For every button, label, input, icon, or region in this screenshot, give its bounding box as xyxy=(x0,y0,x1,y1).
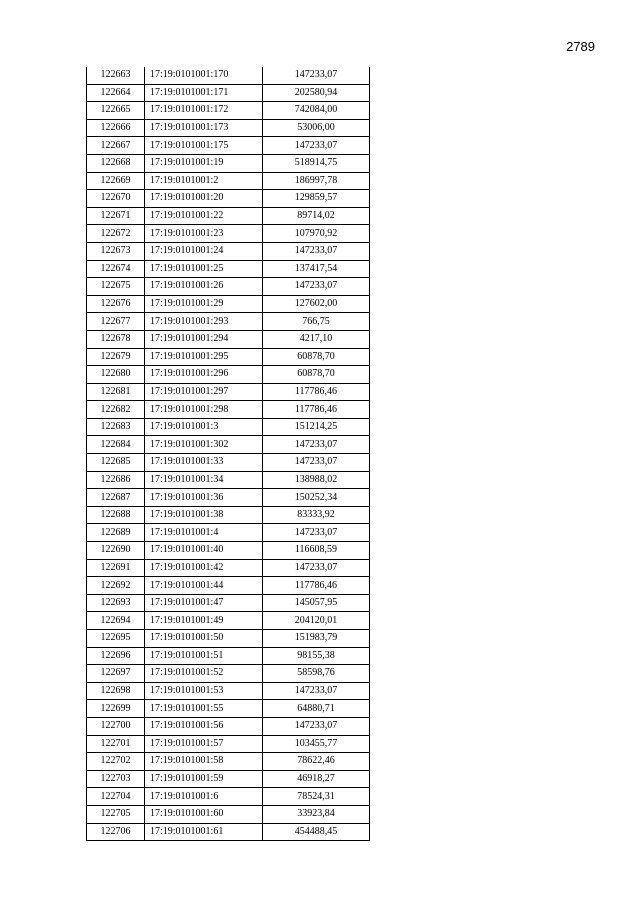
cadastral-value-cell: 4217,10 xyxy=(263,330,370,348)
table-row xyxy=(87,436,370,454)
table-row xyxy=(87,295,370,313)
cadastral-number-cell: 17:19:0101001:295 xyxy=(145,348,263,366)
table-row xyxy=(87,278,370,296)
cadastral-number-cell: 17:19:0101001:40 xyxy=(145,542,263,560)
cadastral-value-cell: 98155,38 xyxy=(263,647,370,665)
cadastral-number-cell: 17:19:0101001:29 xyxy=(145,295,263,313)
cadastral-value-cell: 138988,02 xyxy=(263,471,370,489)
table-row xyxy=(87,172,370,190)
cadastral-value-cell: 147233,07 xyxy=(263,436,370,454)
table-row xyxy=(87,471,370,489)
row-number-cell: 122699 xyxy=(87,700,145,718)
cadastral-value-cell: 107970,92 xyxy=(263,225,370,243)
row-number-cell: 122694 xyxy=(87,612,145,630)
row-number-cell: 122688 xyxy=(87,506,145,524)
table-row xyxy=(87,366,370,384)
row-number-cell: 122675 xyxy=(87,278,145,296)
cadastral-value-cell: 147233,07 xyxy=(263,717,370,735)
cadastral-value-cell: 766,75 xyxy=(263,313,370,331)
table-row xyxy=(87,788,370,806)
table-row xyxy=(87,154,370,172)
table-row xyxy=(87,313,370,331)
cadastral-number-cell: 17:19:0101001:6 xyxy=(145,788,263,806)
table-row xyxy=(87,524,370,542)
cadastral-number-cell: 17:19:0101001:51 xyxy=(145,647,263,665)
table-row xyxy=(87,190,370,208)
row-number-cell: 122685 xyxy=(87,454,145,472)
cadastral-number-cell: 17:19:0101001:24 xyxy=(145,242,263,260)
row-number-cell: 122669 xyxy=(87,172,145,190)
cadastral-number-cell: 17:19:0101001:20 xyxy=(145,190,263,208)
cadastral-value-cell: 117786,46 xyxy=(263,383,370,401)
row-number-cell: 122706 xyxy=(87,823,145,841)
table-row xyxy=(87,84,370,102)
cadastral-number-cell: 17:19:0101001:36 xyxy=(145,489,263,507)
cadastral-number-cell: 17:19:0101001:56 xyxy=(145,717,263,735)
cadastral-number-cell: 17:19:0101001:59 xyxy=(145,770,263,788)
cadastral-value-cell: 186997,78 xyxy=(263,172,370,190)
row-number-cell: 122697 xyxy=(87,665,145,683)
cadastral-value-cell: 518914,75 xyxy=(263,154,370,172)
table-row xyxy=(87,418,370,436)
row-number-cell: 122691 xyxy=(87,559,145,577)
table-row xyxy=(87,401,370,419)
row-number-cell: 122687 xyxy=(87,489,145,507)
cadastral-number-cell: 17:19:0101001:57 xyxy=(145,735,263,753)
cadastral-value-cell: 147233,07 xyxy=(263,454,370,472)
cadastral-value-cell: 454488,45 xyxy=(263,823,370,841)
cadastral-number-cell: 17:19:0101001:52 xyxy=(145,665,263,683)
cadastral-value-table xyxy=(86,67,370,841)
cadastral-number-cell: 17:19:0101001:23 xyxy=(145,225,263,243)
cadastral-value-cell: 58598,76 xyxy=(263,665,370,683)
row-number-cell: 122696 xyxy=(87,647,145,665)
table-row xyxy=(87,753,370,771)
table-row xyxy=(87,823,370,841)
cadastral-number-cell: 17:19:0101001:4 xyxy=(145,524,263,542)
table-row xyxy=(87,805,370,823)
table-row xyxy=(87,770,370,788)
table-row xyxy=(87,67,370,84)
table-row xyxy=(87,700,370,718)
row-number-cell: 122683 xyxy=(87,418,145,436)
cadastral-number-cell: 17:19:0101001:302 xyxy=(145,436,263,454)
cadastral-number-cell: 17:19:0101001:44 xyxy=(145,577,263,595)
table-row xyxy=(87,559,370,577)
cadastral-value-cell: 64880,71 xyxy=(263,700,370,718)
cadastral-number-cell: 17:19:0101001:294 xyxy=(145,330,263,348)
cadastral-value-cell: 147233,07 xyxy=(263,242,370,260)
cadastral-value-cell: 46918,27 xyxy=(263,770,370,788)
table-row xyxy=(87,735,370,753)
row-number-cell: 122682 xyxy=(87,401,145,419)
row-number-cell: 122677 xyxy=(87,313,145,331)
row-number-cell: 122674 xyxy=(87,260,145,278)
row-number-cell: 122698 xyxy=(87,682,145,700)
cadastral-value-cell: 150252,34 xyxy=(263,489,370,507)
row-number-cell: 122672 xyxy=(87,225,145,243)
cadastral-number-cell: 17:19:0101001:175 xyxy=(145,137,263,155)
cadastral-value-cell: 78524,31 xyxy=(263,788,370,806)
row-number-cell: 122666 xyxy=(87,119,145,137)
cadastral-value-cell: 147233,07 xyxy=(263,682,370,700)
cadastral-number-cell: 17:19:0101001:297 xyxy=(145,383,263,401)
cadastral-number-cell: 17:19:0101001:26 xyxy=(145,278,263,296)
table-row xyxy=(87,137,370,155)
row-number-cell: 122700 xyxy=(87,717,145,735)
cadastral-value-cell: 60878,70 xyxy=(263,366,370,384)
row-number-cell: 122673 xyxy=(87,242,145,260)
row-number-cell: 122690 xyxy=(87,542,145,560)
cadastral-number-cell: 17:19:0101001:42 xyxy=(145,559,263,577)
cadastral-value-cell: 127602,00 xyxy=(263,295,370,313)
table-row xyxy=(87,119,370,137)
row-number-cell: 122693 xyxy=(87,594,145,612)
cadastral-value-cell: 116608,59 xyxy=(263,542,370,560)
cadastral-value-cell: 147233,07 xyxy=(263,278,370,296)
cadastral-value-cell: 147233,07 xyxy=(263,524,370,542)
cadastral-value-cell: 117786,46 xyxy=(263,577,370,595)
cadastral-value-cell: 204120,01 xyxy=(263,612,370,630)
table-row xyxy=(87,577,370,595)
row-number-cell: 122689 xyxy=(87,524,145,542)
cadastral-number-cell: 17:19:0101001:19 xyxy=(145,154,263,172)
row-number-cell: 122676 xyxy=(87,295,145,313)
table-row xyxy=(87,454,370,472)
table-row xyxy=(87,330,370,348)
cadastral-value-cell: 60878,70 xyxy=(263,348,370,366)
table-row xyxy=(87,383,370,401)
row-number-cell: 122695 xyxy=(87,630,145,648)
table-row xyxy=(87,260,370,278)
cadastral-number-cell: 17:19:0101001:34 xyxy=(145,471,263,489)
cadastral-number-cell: 17:19:0101001:296 xyxy=(145,366,263,384)
row-number-cell: 122702 xyxy=(87,753,145,771)
row-number-cell: 122663 xyxy=(87,67,145,84)
cadastral-value-cell: 202580,94 xyxy=(263,84,370,102)
cadastral-number-cell: 17:19:0101001:50 xyxy=(145,630,263,648)
cadastral-number-cell: 17:19:0101001:173 xyxy=(145,119,263,137)
table-row xyxy=(87,612,370,630)
table-row xyxy=(87,207,370,225)
row-number-cell: 122668 xyxy=(87,154,145,172)
table-row xyxy=(87,102,370,120)
table-row xyxy=(87,647,370,665)
cadastral-number-cell: 17:19:0101001:3 xyxy=(145,418,263,436)
cadastral-value-cell: 147233,07 xyxy=(263,559,370,577)
cadastral-number-cell: 17:19:0101001:2 xyxy=(145,172,263,190)
cadastral-value-cell: 147233,07 xyxy=(263,137,370,155)
row-number-cell: 122665 xyxy=(87,102,145,120)
table-row xyxy=(87,542,370,560)
table-row xyxy=(87,506,370,524)
cadastral-number-cell: 17:19:0101001:58 xyxy=(145,753,263,771)
row-number-cell: 122664 xyxy=(87,84,145,102)
cadastral-value-cell: 742084,00 xyxy=(263,102,370,120)
row-number-cell: 122705 xyxy=(87,805,145,823)
table-row xyxy=(87,594,370,612)
table-row xyxy=(87,225,370,243)
cadastral-value-cell: 129859,57 xyxy=(263,190,370,208)
cadastral-number-cell: 17:19:0101001:25 xyxy=(145,260,263,278)
table-row xyxy=(87,348,370,366)
cadastral-number-cell: 17:19:0101001:33 xyxy=(145,454,263,472)
cadastral-value-cell: 83333,92 xyxy=(263,506,370,524)
row-number-cell: 122703 xyxy=(87,770,145,788)
cadastral-number-cell: 17:19:0101001:47 xyxy=(145,594,263,612)
cadastral-value-cell: 117786,46 xyxy=(263,401,370,419)
table-row xyxy=(87,665,370,683)
cadastral-number-cell: 17:19:0101001:298 xyxy=(145,401,263,419)
row-number-cell: 122671 xyxy=(87,207,145,225)
row-number-cell: 122678 xyxy=(87,330,145,348)
cadastral-value-cell: 145057,95 xyxy=(263,594,370,612)
table-row xyxy=(87,630,370,648)
cadastral-number-cell: 17:19:0101001:170 xyxy=(145,67,263,84)
cadastral-number-cell: 17:19:0101001:55 xyxy=(145,700,263,718)
cadastral-number-cell: 17:19:0101001:172 xyxy=(145,102,263,120)
cadastral-number-cell: 17:19:0101001:49 xyxy=(145,612,263,630)
row-number-cell: 122701 xyxy=(87,735,145,753)
row-number-cell: 122684 xyxy=(87,436,145,454)
cadastral-value-cell: 151214,25 xyxy=(263,418,370,436)
row-number-cell: 122680 xyxy=(87,366,145,384)
table-row xyxy=(87,717,370,735)
row-number-cell: 122704 xyxy=(87,788,145,806)
table-row xyxy=(87,242,370,260)
row-number-cell: 122667 xyxy=(87,137,145,155)
cadastral-value-cell: 147233,07 xyxy=(263,67,370,84)
cadastral-number-cell: 17:19:0101001:293 xyxy=(145,313,263,331)
row-number-cell: 122679 xyxy=(87,348,145,366)
row-number-cell: 122692 xyxy=(87,577,145,595)
cadastral-value-cell: 33923,84 xyxy=(263,805,370,823)
table-row xyxy=(87,682,370,700)
cadastral-value-cell: 89714,02 xyxy=(263,207,370,225)
table-body xyxy=(87,67,370,841)
row-number-cell: 122681 xyxy=(87,383,145,401)
cadastral-number-cell: 17:19:0101001:61 xyxy=(145,823,263,841)
cadastral-number-cell: 17:19:0101001:22 xyxy=(145,207,263,225)
cadastral-number-cell: 17:19:0101001:53 xyxy=(145,682,263,700)
cadastral-number-cell: 17:19:0101001:60 xyxy=(145,805,263,823)
cadastral-value-cell: 151983,79 xyxy=(263,630,370,648)
cadastral-value-cell: 137417,54 xyxy=(263,260,370,278)
table-row xyxy=(87,489,370,507)
cadastral-number-cell: 17:19:0101001:38 xyxy=(145,506,263,524)
cadastral-value-cell: 78622,46 xyxy=(263,753,370,771)
cadastral-number-cell: 17:19:0101001:171 xyxy=(145,84,263,102)
page-number: 2789 xyxy=(566,39,595,54)
cadastral-value-cell: 103455,77 xyxy=(263,735,370,753)
row-number-cell: 122670 xyxy=(87,190,145,208)
row-number-cell: 122686 xyxy=(87,471,145,489)
cadastral-value-cell: 53006,00 xyxy=(263,119,370,137)
